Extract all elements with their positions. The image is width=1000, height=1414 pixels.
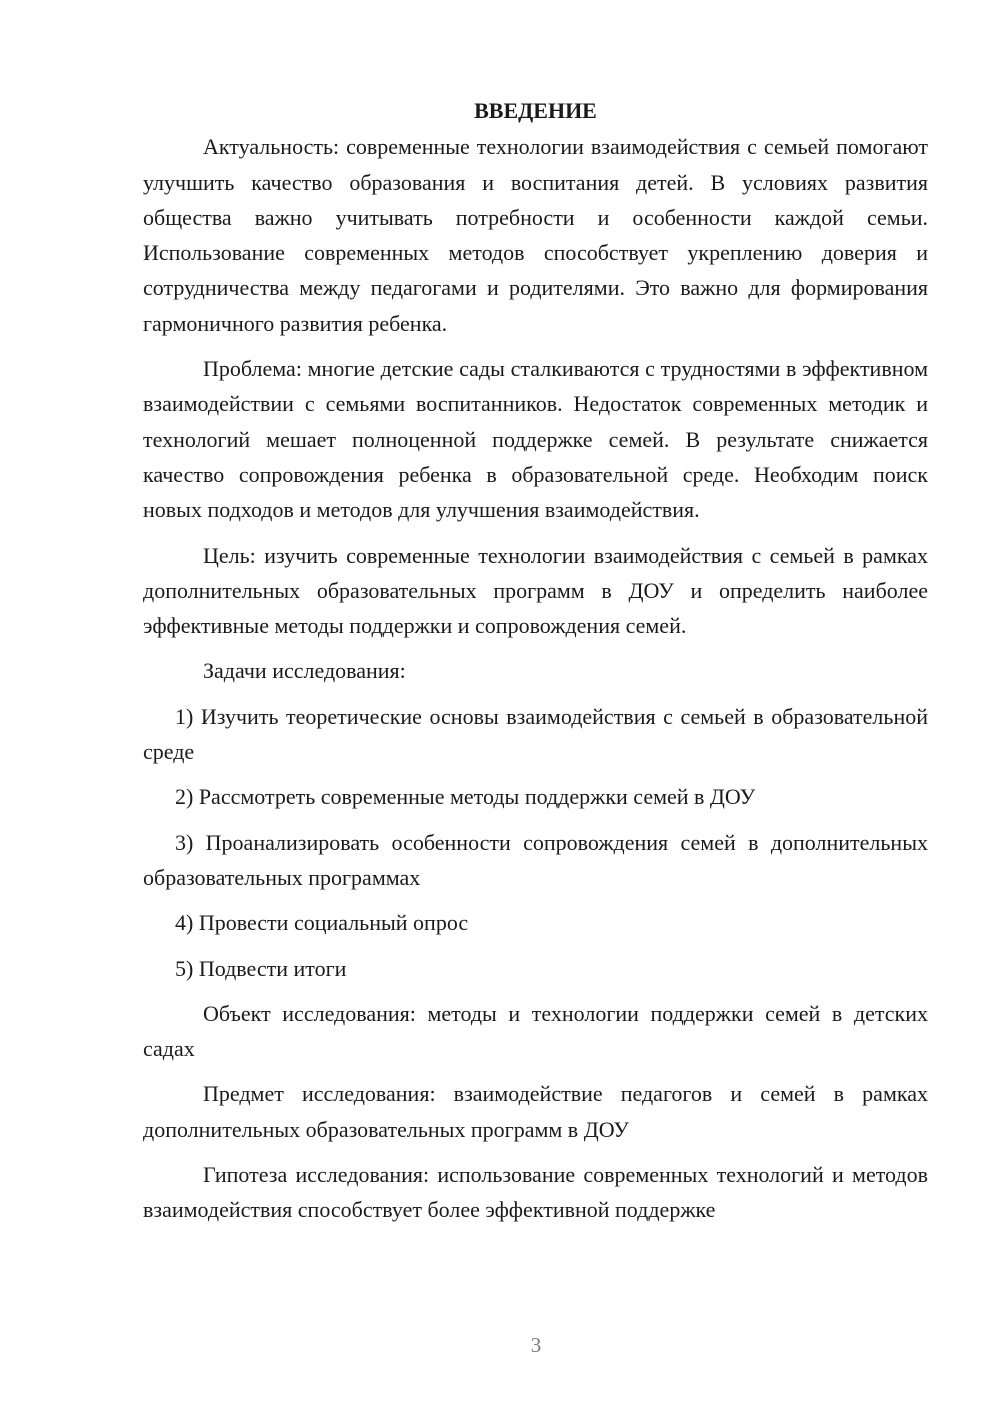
task-item-2: 2) Рассмотреть современные методы поддержки семей в ДОУ	[175, 784, 756, 810]
task-item-5: 5) Подвести итоги	[175, 955, 347, 981]
paragraph-subject: Предмет исследования: взаимодействие педагогов и семей в рамках дополнительных образовательных программ в ДОУ	[143, 1081, 928, 1142]
paragraph-problem: Проблема: многие детские сады сталкиваются с трудностями в эффективном взаимодействии с семьями воспитанников. Недостаток современных методик и технологий мешает полноценной поддержке семей. В результате снижается качество сопровождения ребенка в образовательной среде. Необходим поиск новых подходов и методов для улучшения взаимодействия.	[143, 356, 928, 523]
task-item-1: 1) Изучить теоретические основы взаимодействия с семьей в образовательной среде	[143, 703, 928, 765]
paragraph-relevance: Актуальность: современные технологии взаимодействия с семьей помогают улучшить качество образования и воспитания детей. В условиях развития общества важно учитывать потребности и особенности каждой семьи. Использование современных методов способствует укреплению доверия и сотрудничества между педагогами и родителями. Это важно для формирования гармоничного развития ребенка.	[143, 134, 928, 336]
paragraph-tasks-title: Задачи исследования:	[203, 658, 406, 684]
paragraph-hypothesis: Гипотеза исследования: использование современных технологий и методов взаимодействия способствует более эффективной поддержке	[143, 1162, 928, 1223]
section-heading: ВВЕДЕНИЕ	[474, 98, 597, 123]
page-content	[143, 93, 928, 1238]
task-item-4: 4) Провести социальный опрос	[175, 910, 469, 936]
page-number: 3	[530, 1333, 542, 1357]
paragraph-goal: Цель: изучить современные технологии взаимодействия с семьей в рамках дополнительных образовательных программ в ДОУ и определить наиболее эффективные методы поддержки и сопровождения семей.	[143, 542, 928, 639]
task-item-3: 3) Проанализировать особенности сопровождения семей в дополнительных образовательных программах	[143, 829, 928, 890]
paragraph-object: Объект исследования: методы и технологии поддержки семей в детских садах	[143, 1000, 928, 1062]
